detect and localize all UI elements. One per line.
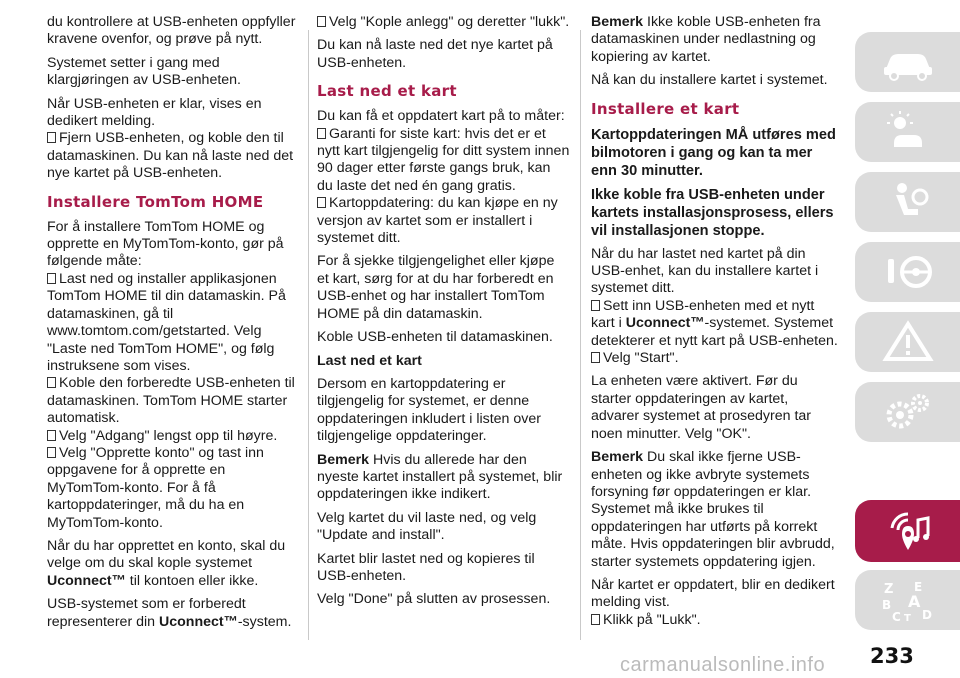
tab-index[interactable] [855,570,960,630]
bullet-item: Velg "Opprette konto" og tast inn oppgavene for å opprette en MyTomTom-konto. For å få kartoppdateringer, må du ha en MyTomTom-konto. [47,444,264,531]
checkbox-bullet-icon [47,430,56,441]
svg-text:Z: Z [883,582,893,597]
checkbox-bullet-icon [47,447,56,458]
watermark: carmanualsonline.info [620,654,826,676]
tab-maintenance[interactable] [855,382,960,442]
note: Bemerk Hvis du allerede har den nyeste kartet installert på systemet, blir oppdateringen ikke indikert. [317,451,563,503]
checkbox-bullet-icon [591,352,600,363]
gears-icon [878,389,938,435]
bullet-item: Sett inn USB-enheten med et nytt kart i Uconnect™-systemet. Systemet detekterer et nytt kart på USB-enheten. [591,297,838,349]
paragraph: Du kan få et oppdatert kart på to måter: [317,108,565,125]
paragraph: Du kan nå laste ned det nye kartet på USB-enheten. [317,37,553,71]
svg-text:C: C [891,610,901,623]
bullet-item: Velg "Start". [591,350,840,367]
tab-warning[interactable] [855,312,960,372]
checkbox-bullet-icon [591,300,600,311]
paragraph: For å sjekke tilgjengelighet eller kjøpe et kart, sørg for at du har forberedt en USB-enhet og har installert TomTom HOME på din datamaskin. [317,253,555,322]
bullet-item: Velg "Adgang" lengst opp til høyre. [47,428,297,445]
paragraph: Når du har opprettet en konto, skal du velge om du skal kople systemet Uconnect™ til kontoen eller ikke. [47,537,286,589]
svg-text:E: E [913,580,922,594]
paragraph: USB-systemet som er forberedt representerer din Uconnect™-system. [47,596,292,630]
section-heading: Installere TomTom HOME [47,192,264,211]
checkbox-bullet-icon [591,614,600,625]
svg-text:A: A [907,592,920,611]
note: Bemerk Ikke koble USB-enheten fra datamaskinen under nedlastning og kopiering av kartet. [591,14,821,65]
page-number: 233 [870,644,914,668]
warning-triangle-icon [878,319,938,365]
warning-text: Ikke koble fra USB-enheten under kartets installasjonsprosess, ellers vil installasjonen stoppe. [591,186,834,239]
paragraph: Dersom en kartoppdatering er tilgjengelig for systemet, er denne oppdateringen inkludert i listen over tilgjengelige oppdateringer. [317,375,541,445]
column-2 [317,14,570,615]
bullet-item: Koble den forberedte USB-enheten til datamaskinen. TomTom HOME starter automatisk. [47,375,295,427]
column-1 [47,14,297,637]
section-heading: Installere et kart [591,99,740,118]
steering-wheel-icon [878,249,938,295]
checkbox-bullet-icon [47,132,56,143]
subheading: Last ned et kart [317,352,422,369]
bullet-item: Kartoppdatering: du kan kjøpe en ny versjon av kartet som er installert i systemet ditt. [317,195,558,247]
svg-text:D: D [921,608,932,622]
car-icon [878,39,938,85]
paragraph: Systemet setter i gang med klargjøringen av USB-enheten. [47,54,241,89]
bullet-item: Garanti for siste kart: hvis det er et nytt kart tilgjengelig for ditt system innen 90 dager etter første gangs bruk, kan du laste det ned én gang gratis. [317,125,570,194]
paragraph: Koble USB-enheten til datamaskinen. [317,329,553,346]
paragraph: Når kartet er oppdatert, blir en dedikert melding vist. [591,576,835,611]
warning-text: Kartoppdateringen MÅ utføres med bilmotoren i gang og kan ta mer enn 30 minutter. [591,126,836,179]
paragraph: Når du har lastet ned kartet på din USB-enhet, kan du installere kartet i systemet ditt. [591,245,819,297]
paragraph: Når USB-enheten er klar, vises en dedikert melding. [47,95,262,130]
bullet-item: Last ned og installer applikasjonen TomTom HOME til din datamaskin. På datamaskinen, gå til www.tomtom.com/getstarted. Velg "Laste ned TomTom HOME", og følg instruksene som vises. [47,270,286,374]
paragraph: For å installere TomTom HOME og opprette en MyTomTom-konto, gør på følgende måte: [47,218,284,270]
alphabet-index-icon [878,577,938,623]
bullet-item: Klikk på "Lukk". [591,612,840,629]
section-heading: Last ned et kart [317,82,457,101]
checkbox-bullet-icon [47,377,56,388]
bullet-item: Fjern USB-enheten, og koble den til datamaskinen. Du kan nå laste ned det nye kartet på USB-enheten. [47,130,294,182]
dashboard-lights-icon [878,109,938,155]
svg-text:B: B [881,598,891,612]
svg-text:T: T [903,613,911,623]
media-navigation-icon [878,508,938,554]
paragraph: Velg "Done" på slutten av prosessen. [317,591,551,608]
checkbox-bullet-icon [317,197,326,208]
checkbox-bullet-icon [317,16,326,27]
paragraph: Nå kan du installere kartet i systemet. [591,72,828,89]
paragraph: La enheten være aktivert. Før du starter oppdateringen av kartet, advarer systemet at prosedyren tar noen minutter. Velg "OK". [591,373,812,442]
paragraph: Kartet blir lastet ned og kopieres til USB-enheten. [317,550,535,584]
tab-steering-wheel[interactable] [855,242,960,302]
checkbox-bullet-icon [47,273,56,284]
tab-dashboard-lights[interactable] [855,102,960,162]
paragraph: du kontrollere at USB-enheten oppfyller kravene ovenfor, og prøve på nytt. [47,14,296,48]
paragraph: Velg kartet du vil laste ned, og velg "Update and install". [317,509,537,544]
note: Bemerk Du skal ikke fjerne USB-enheten og ikke avbryte systemets forsyning før oppdateringen er klar. Systemet må ikke brukes til oppdateringen har utførts på korrekt måte. Hvis oppdateringen blir avbrudd, starter systemets oppdatering igjen. [591,449,835,570]
column-divider [308,30,309,640]
tab-car[interactable] [855,32,960,92]
tab-multimedia[interactable] [855,500,960,562]
airbag-seat-icon [878,179,938,225]
column-divider [580,30,581,640]
column-3 [591,14,840,635]
bullet-item: Velg "Kople anlegg" og deretter "lukk". [317,14,570,31]
tab-airbag-seat[interactable] [855,172,960,232]
checkbox-bullet-icon [317,128,326,139]
